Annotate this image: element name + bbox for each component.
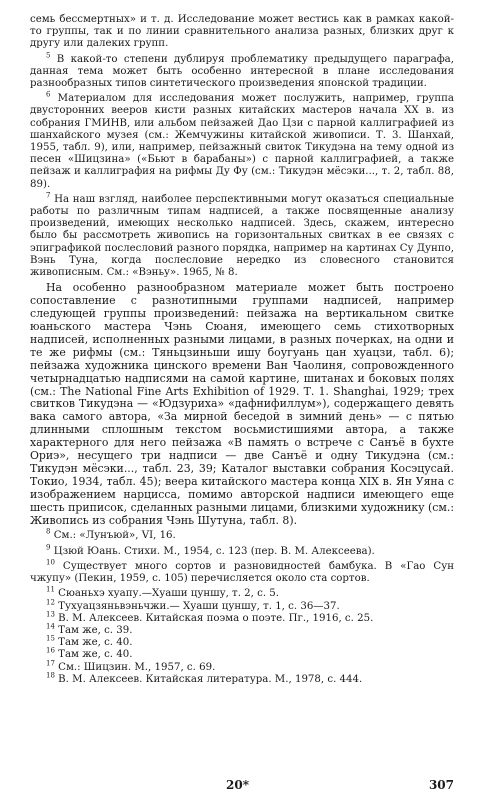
paragraph-continued <box>30 14 454 51</box>
footnote-17 <box>30 659 454 674</box>
footnote-number: 6 <box>46 90 51 99</box>
footnote-11 <box>30 585 454 600</box>
footnote-number: 12 <box>46 598 55 607</box>
footnote-text: Тухуацзяньвэньчжи.— Хуаши цуншу, т. 1, с. 36—37. <box>58 600 340 612</box>
footnote-text: Существует много сортов и разновидностей бамбука. В «Гао Сун чжупу» (Пекин, 1959, с. 105) перечисляется около ста сортов. <box>30 560 454 585</box>
footnote-number: 16 <box>46 646 55 655</box>
footnote-10 <box>30 558 454 585</box>
footnote-text: В какой-то степени дублируя проблематику предыдущего параграфа, данная тема может быть особенно интересной в плане исследования разнообразных типов синтетического произведения японской традиции. <box>30 53 454 90</box>
footnote-number: 13 <box>46 610 55 619</box>
footnote-text: См.: «Лунъюй», VI, 16. <box>53 530 176 542</box>
footnote-5 <box>30 51 454 91</box>
footnote-7 <box>30 191 454 279</box>
footnote-number: 18 <box>46 671 55 680</box>
footnote-14 <box>30 622 454 637</box>
page-footer <box>30 778 454 794</box>
printer-signature: 20* <box>226 778 249 792</box>
footnote-number: 14 <box>46 622 55 631</box>
footnote-15 <box>30 634 454 649</box>
page-number: 307 <box>428 778 454 792</box>
footnote-8 <box>30 530 454 542</box>
footnote-text: Материалом для исследования может послужить, например, группа двусторонних вееров кисти разных китайских мастеров начала XX в. из собрания ГМИНВ, или альбом пейзажей Дао Цзи с парной каллиграфией из шанхайского музея (см.: Жемчужины китайской живописи. Т. 3. Шанхай, 1955, табл. 9), или, например, пейзажный свиток Тикудэна на тему одной из песен «Шицзина» («Бьют в барабаны») с парной каллиграфией, а также пейзаж и каллиграфия на рифмы Ду Фу (см.: Тикудэн мёсэки..., т. 2, табл. 88, 89). <box>30 93 454 190</box>
footnote-text: Цзюй Юань. Стихи. М., 1954, с. 123 (пер. В. М. Алексеева). <box>53 545 375 557</box>
footnote-number: 8 <box>46 528 51 537</box>
footnote-text: На наш взгляд, наиболее перспективными могут оказаться специальные работы по различным типам надписей, а также посвященные анализу произведений, имеющих несколько надписей. Здесь, скажем, интересно было бы рассмотреть живопись на горизонтальных свитках в ее связях с эпиграфикой послесловий разного порядка, например на картинах Су Дунпо, Вэнь Туна, когда послесловие нередко из словесного становится живописным. См.: «Вэньу». 1965, № 8. <box>30 193 454 279</box>
footnote-text: В. М. Алексеев. Китайская поэма о поэте. Пг., 1916, с. 25. <box>58 612 374 624</box>
footnote-18 <box>30 671 454 686</box>
footnote-text: В. М. Алексеев. Китайская литература. М., 1978, с. 444. <box>58 673 363 685</box>
short-footnotes-list <box>30 585 454 686</box>
paragraph-text: На особенно разнообразном материале может быть построено сопоставление с разнотипными группами надписей, например следующей группы произведений: пейзажа на вертикальном свитке юаньского мастера Чэнь Сюаня, имеющего семь стихотворных надписей, исполненных разными лицами, в разных почерках, на одни и те же рифмы (см.: Тяньцзиньши ишу боугуань цан хуацзи, табл. 6); пейзажа художника цинского времени Ван Чаолиня, сопровожденного четырнадцатью надписями на самой картине, шитанах и боковых полях (см.: The National Fine Arts Exhibition of 1929. Т. 1. Shanghai, 1929; трех свитков Тикудэна — «Юдзуриха» «дафнифиллум»), содержащего девять вака самого автора, «За мирной беседой в зимний день» — с пятью длинными сплошным текстом восьмистишиями автора, а также характерного для него пейзажа «В память о встрече с Санъё в бухте Ориэ», несущего три надписи — две Санъё и одну Тикудэна (см.: Тикудэн мёсэки..., табл. 23, 39; Каталог выставки собрания Косэцусай. Токио, 1934, табл. 45); веера китайского мастера конца XIX в. Ян Уяна с изображением нарцисса, помимо авторской надписи имеющего еще шесть приписок, сделанных разными лицами, близкими художнику (см.: Живопись из собрания Чэнь Шутуна, табл. 8). <box>30 281 454 527</box>
footnote-text: Там же, с. 40. <box>58 649 133 661</box>
footnote-9 <box>30 543 454 558</box>
footnote-13 <box>30 610 454 625</box>
footnote-number: 10 <box>46 558 55 567</box>
paragraph-text: семь бессмертных» и т. д. Исследование может вестись как в рамках какой-то группы, так и по линии сравнительного анализа разных, близких друг к другу или далеких групп. <box>30 14 454 50</box>
footnote-number: 7 <box>46 191 51 200</box>
footnote-6 <box>30 90 454 191</box>
footnote-12 <box>30 598 454 613</box>
main-paragraph <box>30 282 454 527</box>
footnote-number: 11 <box>46 585 55 594</box>
document-page <box>30 14 454 792</box>
footnote-text: Сюаньхэ хуапу.—Хуаши цуншу, т. 2, с. 5. <box>58 588 280 600</box>
footnote-number: 5 <box>46 51 51 60</box>
footnote-text: См.: Шицзин. М., 1957, с. 69. <box>58 661 216 673</box>
footnote-16 <box>30 646 454 661</box>
footnote-text: Там же, с. 39. <box>58 624 133 636</box>
footnote-text: Там же, с. 40. <box>58 637 133 649</box>
footnote-number: 9 <box>46 543 51 552</box>
footnote-number: 15 <box>46 634 55 643</box>
footnote-number: 17 <box>46 659 55 668</box>
